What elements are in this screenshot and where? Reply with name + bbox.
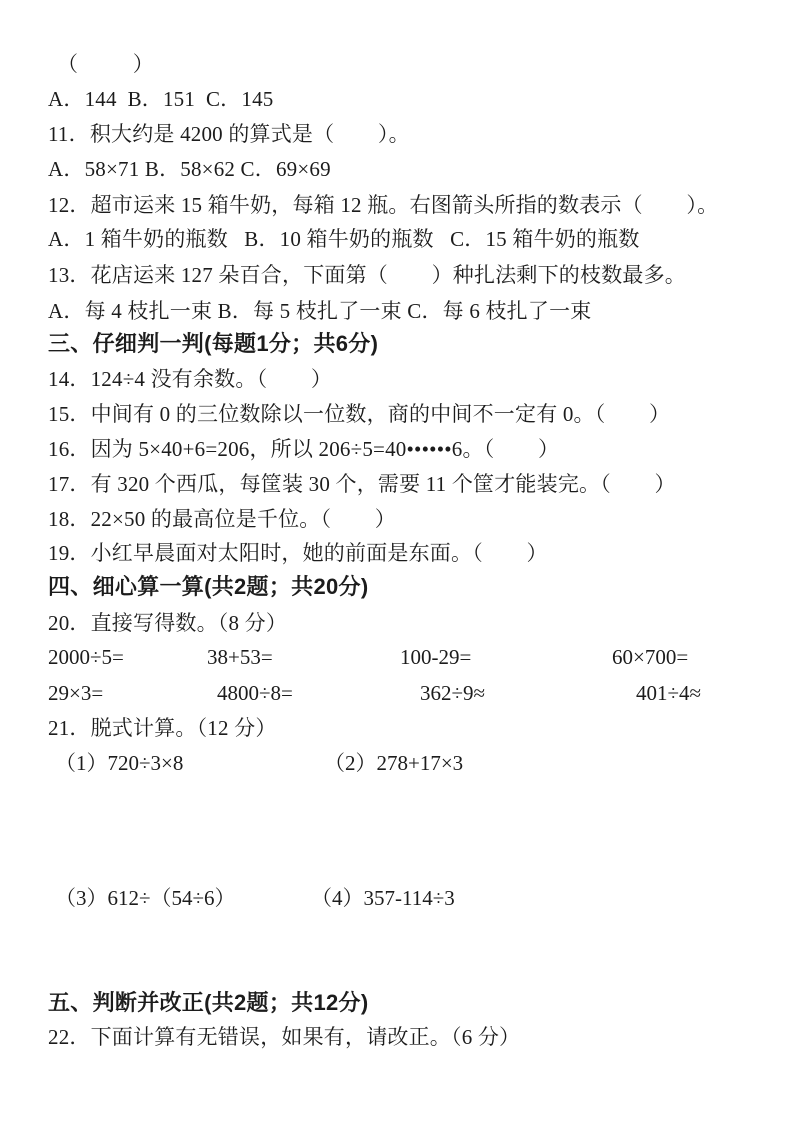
question-12-text: 12．超市运来 15 箱牛奶，每箱 12 瓶。右图箭头所指的数表示（ ）。 (48, 193, 719, 217)
oral-calc-item: 362÷9≈ (420, 681, 486, 705)
question-20-text: 20．直接写得数。（8 分） (48, 611, 288, 635)
oral-calc-row-1 (0, 643, 793, 671)
question-19-text: 19．小红早晨面对太阳时，她的前面是东面。（ ） (48, 541, 548, 565)
question-11-options: A．58×71 B．58×62 C．69×69 (48, 157, 331, 181)
oral-calc-item: 38+53= (207, 645, 273, 669)
question-14-text: 14．124÷4 没有余数。（ ） (48, 367, 333, 391)
oral-calc-item: 401÷4≈ (636, 681, 702, 705)
oral-calc-item: 4800÷8= (217, 681, 293, 705)
section-heading-correct: 五、判断并改正(共2题；共12分) (48, 990, 369, 1015)
oral-calc-item: 2000÷5= (48, 645, 124, 669)
oral-calc-item: 60×700= (612, 645, 689, 669)
question-17-text: 17．有 320 个西瓜，每筐装 30 个，需要 11 个筐才能装完。（ ） (48, 472, 676, 496)
stepwise-calc-row-2 (0, 884, 793, 912)
stepwise-calc-row-1 (0, 749, 793, 777)
stepwise-item-3: （3）612÷（54÷6） (55, 886, 236, 910)
stepwise-item-1: （1）720÷3×8 (55, 751, 184, 775)
oral-calc-item: 29×3= (48, 681, 104, 705)
section-heading-calc: 四、细心算一算(共2题；共20分) (48, 574, 369, 599)
oral-calc-item: 100-29= (400, 645, 472, 669)
question-22-text: 22．下面计算有无错误，如果有，请改正。（6 分） (48, 1025, 521, 1049)
question-18-text: 18．22×50 的最高位是千位。（ ） (48, 507, 396, 531)
question-16-text: 16．因为 5×40+6=206，所以 206÷5=40••••••6。（ ） (48, 437, 560, 461)
oral-calc-row-2 (0, 679, 793, 707)
stepwise-item-2: （2）278+17×3 (324, 751, 464, 775)
question-12-options: A．1 箱牛奶的瓶数 B．10 箱牛奶的瓶数 C．15 箱牛奶的瓶数 (48, 227, 640, 251)
question-11-text: 11．积大约是 4200 的算式是（ ）。 (48, 122, 410, 146)
question-13-options: A．每 4 枝扎一束 B．每 5 枝扎了一束 C．每 6 枝扎了一束 (48, 299, 592, 323)
question-21-text: 21．脱式计算。（12 分） (48, 716, 277, 740)
question-13-text: 13．花店运来 127 朵百合，下面第（ ）种扎法剩下的枝数最多。 (48, 263, 686, 287)
question-15-text: 15．中间有 0 的三位数除以一位数，商的中间不一定有 0。（ ） (48, 402, 671, 426)
answer-blank: （ ） (57, 52, 154, 76)
section-heading-judge: 三、仔细判一判(每题1分；共6分) (48, 331, 379, 356)
question-10-options: A．144 B．151 C．145 (48, 87, 274, 111)
stepwise-item-4: （4）357-114÷3 (311, 886, 455, 910)
